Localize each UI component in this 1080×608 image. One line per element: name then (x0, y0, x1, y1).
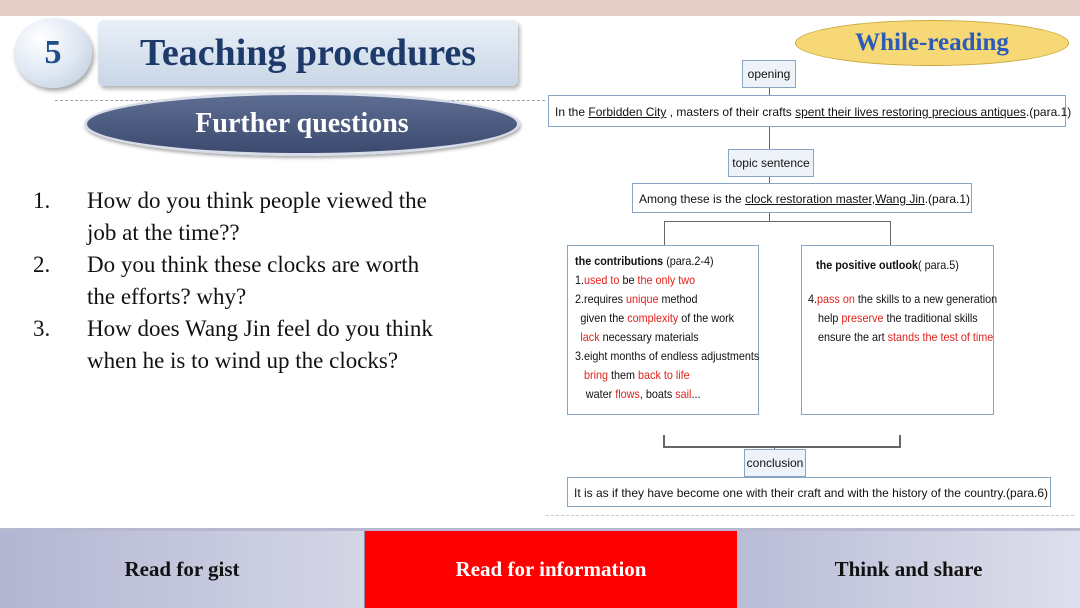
while-reading-badge: While-reading (795, 20, 1069, 66)
question-text-line: How does Wang Jin feel do you think (87, 316, 433, 341)
text-run: of the work (678, 311, 735, 325)
question-text-line: How do you think people viewed the (87, 188, 427, 213)
dashed-divider (546, 515, 1074, 516)
text-run: , masters of their crafts (666, 105, 796, 119)
connector-line (769, 127, 770, 149)
question-number: 3. (33, 316, 51, 341)
page-title: Teaching procedures (98, 20, 518, 86)
list-item (30, 185, 510, 249)
text-run: be (619, 273, 638, 287)
text-run: ensure the art (818, 330, 888, 344)
text-run: , boats (639, 387, 676, 401)
text-run: them (608, 368, 639, 382)
text-run: the skills to a new generation (854, 292, 998, 306)
conclusion-box: It is as if they have become one with their craft and with the history of the country.(para.6) (567, 477, 1051, 507)
connector-line (890, 221, 891, 245)
section-title-pill: Further questions (84, 92, 520, 156)
list-item (30, 313, 510, 377)
text-run: ... (691, 387, 701, 401)
list-item (30, 249, 510, 313)
text-run: Forbidden City (588, 105, 667, 119)
text-run: sail (675, 387, 692, 401)
positive-outlook-box (801, 245, 998, 415)
opening-box (548, 95, 1072, 127)
text-run: 3.eight months of endless adjustments (575, 349, 760, 363)
tab-think-and-share[interactable]: Think and share (737, 531, 1080, 608)
connector-line (663, 446, 901, 448)
text-run: (para.2-4) (663, 254, 714, 268)
connector-line (664, 221, 890, 222)
topic-sentence-label: topic sentence (728, 149, 814, 177)
text-run: the traditional skills (883, 311, 978, 325)
structure-diagram (540, 55, 1080, 525)
text-run: necessary materials (599, 330, 699, 344)
contributions-heading: the contributions (575, 254, 664, 268)
text-run: used to (584, 273, 620, 287)
question-text-line: job at the time?? (87, 220, 240, 245)
text-run: given the (580, 311, 628, 325)
question-text-line: Do you think these clocks are worth (87, 252, 420, 277)
tab-read-for-gist[interactable]: Read for gist (0, 531, 365, 608)
question-number: 2. (33, 252, 51, 277)
text-run: unique (626, 292, 659, 306)
step-number-badge: 5 (14, 18, 92, 88)
text-run: In the (555, 105, 589, 119)
text-run: stands the test of time (887, 330, 994, 344)
tab-read-for-information[interactable]: Read for information (365, 531, 737, 608)
text-run: spent their lives restoring precious antiques (795, 105, 1026, 119)
text-run: pass on (817, 292, 855, 306)
text-run: ( para.5) (918, 258, 959, 272)
text-run: bring (584, 368, 609, 382)
text-run: method (658, 292, 698, 306)
text-run: clock restoration master,Wang Jin (745, 192, 925, 206)
top-decoration-bar (0, 0, 1080, 16)
contributions-box (567, 245, 759, 415)
text-run: 1. (575, 273, 585, 287)
text-run: flows (615, 387, 640, 401)
text-run: preserve (841, 311, 884, 325)
text-run: 2.requires (575, 292, 627, 306)
text-run: help (818, 311, 842, 325)
text-run: Among these is the (639, 192, 746, 206)
text-run: water (585, 387, 616, 401)
question-text-line: when he is to wind up the clocks? (87, 348, 399, 373)
text-run: lack (580, 330, 600, 344)
reading-stage-tabs (0, 528, 1080, 608)
text-run: 4. (808, 292, 818, 306)
text-run: .(para.1) (1025, 105, 1072, 119)
text-run: back to life (638, 368, 690, 382)
connector-line (769, 213, 770, 221)
outlook-heading: the positive outlook (816, 258, 919, 272)
text-run: .(para.1) (924, 192, 971, 206)
question-number: 1. (33, 188, 51, 213)
opening-label: opening (742, 60, 796, 88)
connector-line (664, 221, 665, 245)
question-text-line: the efforts? why? (87, 284, 247, 309)
conclusion-label: conclusion (744, 449, 806, 477)
connector-line (769, 88, 770, 95)
topic-sentence-box (632, 183, 972, 213)
text-run: the only two (637, 273, 696, 287)
question-list (30, 185, 510, 377)
text-run: complexity (627, 311, 679, 325)
